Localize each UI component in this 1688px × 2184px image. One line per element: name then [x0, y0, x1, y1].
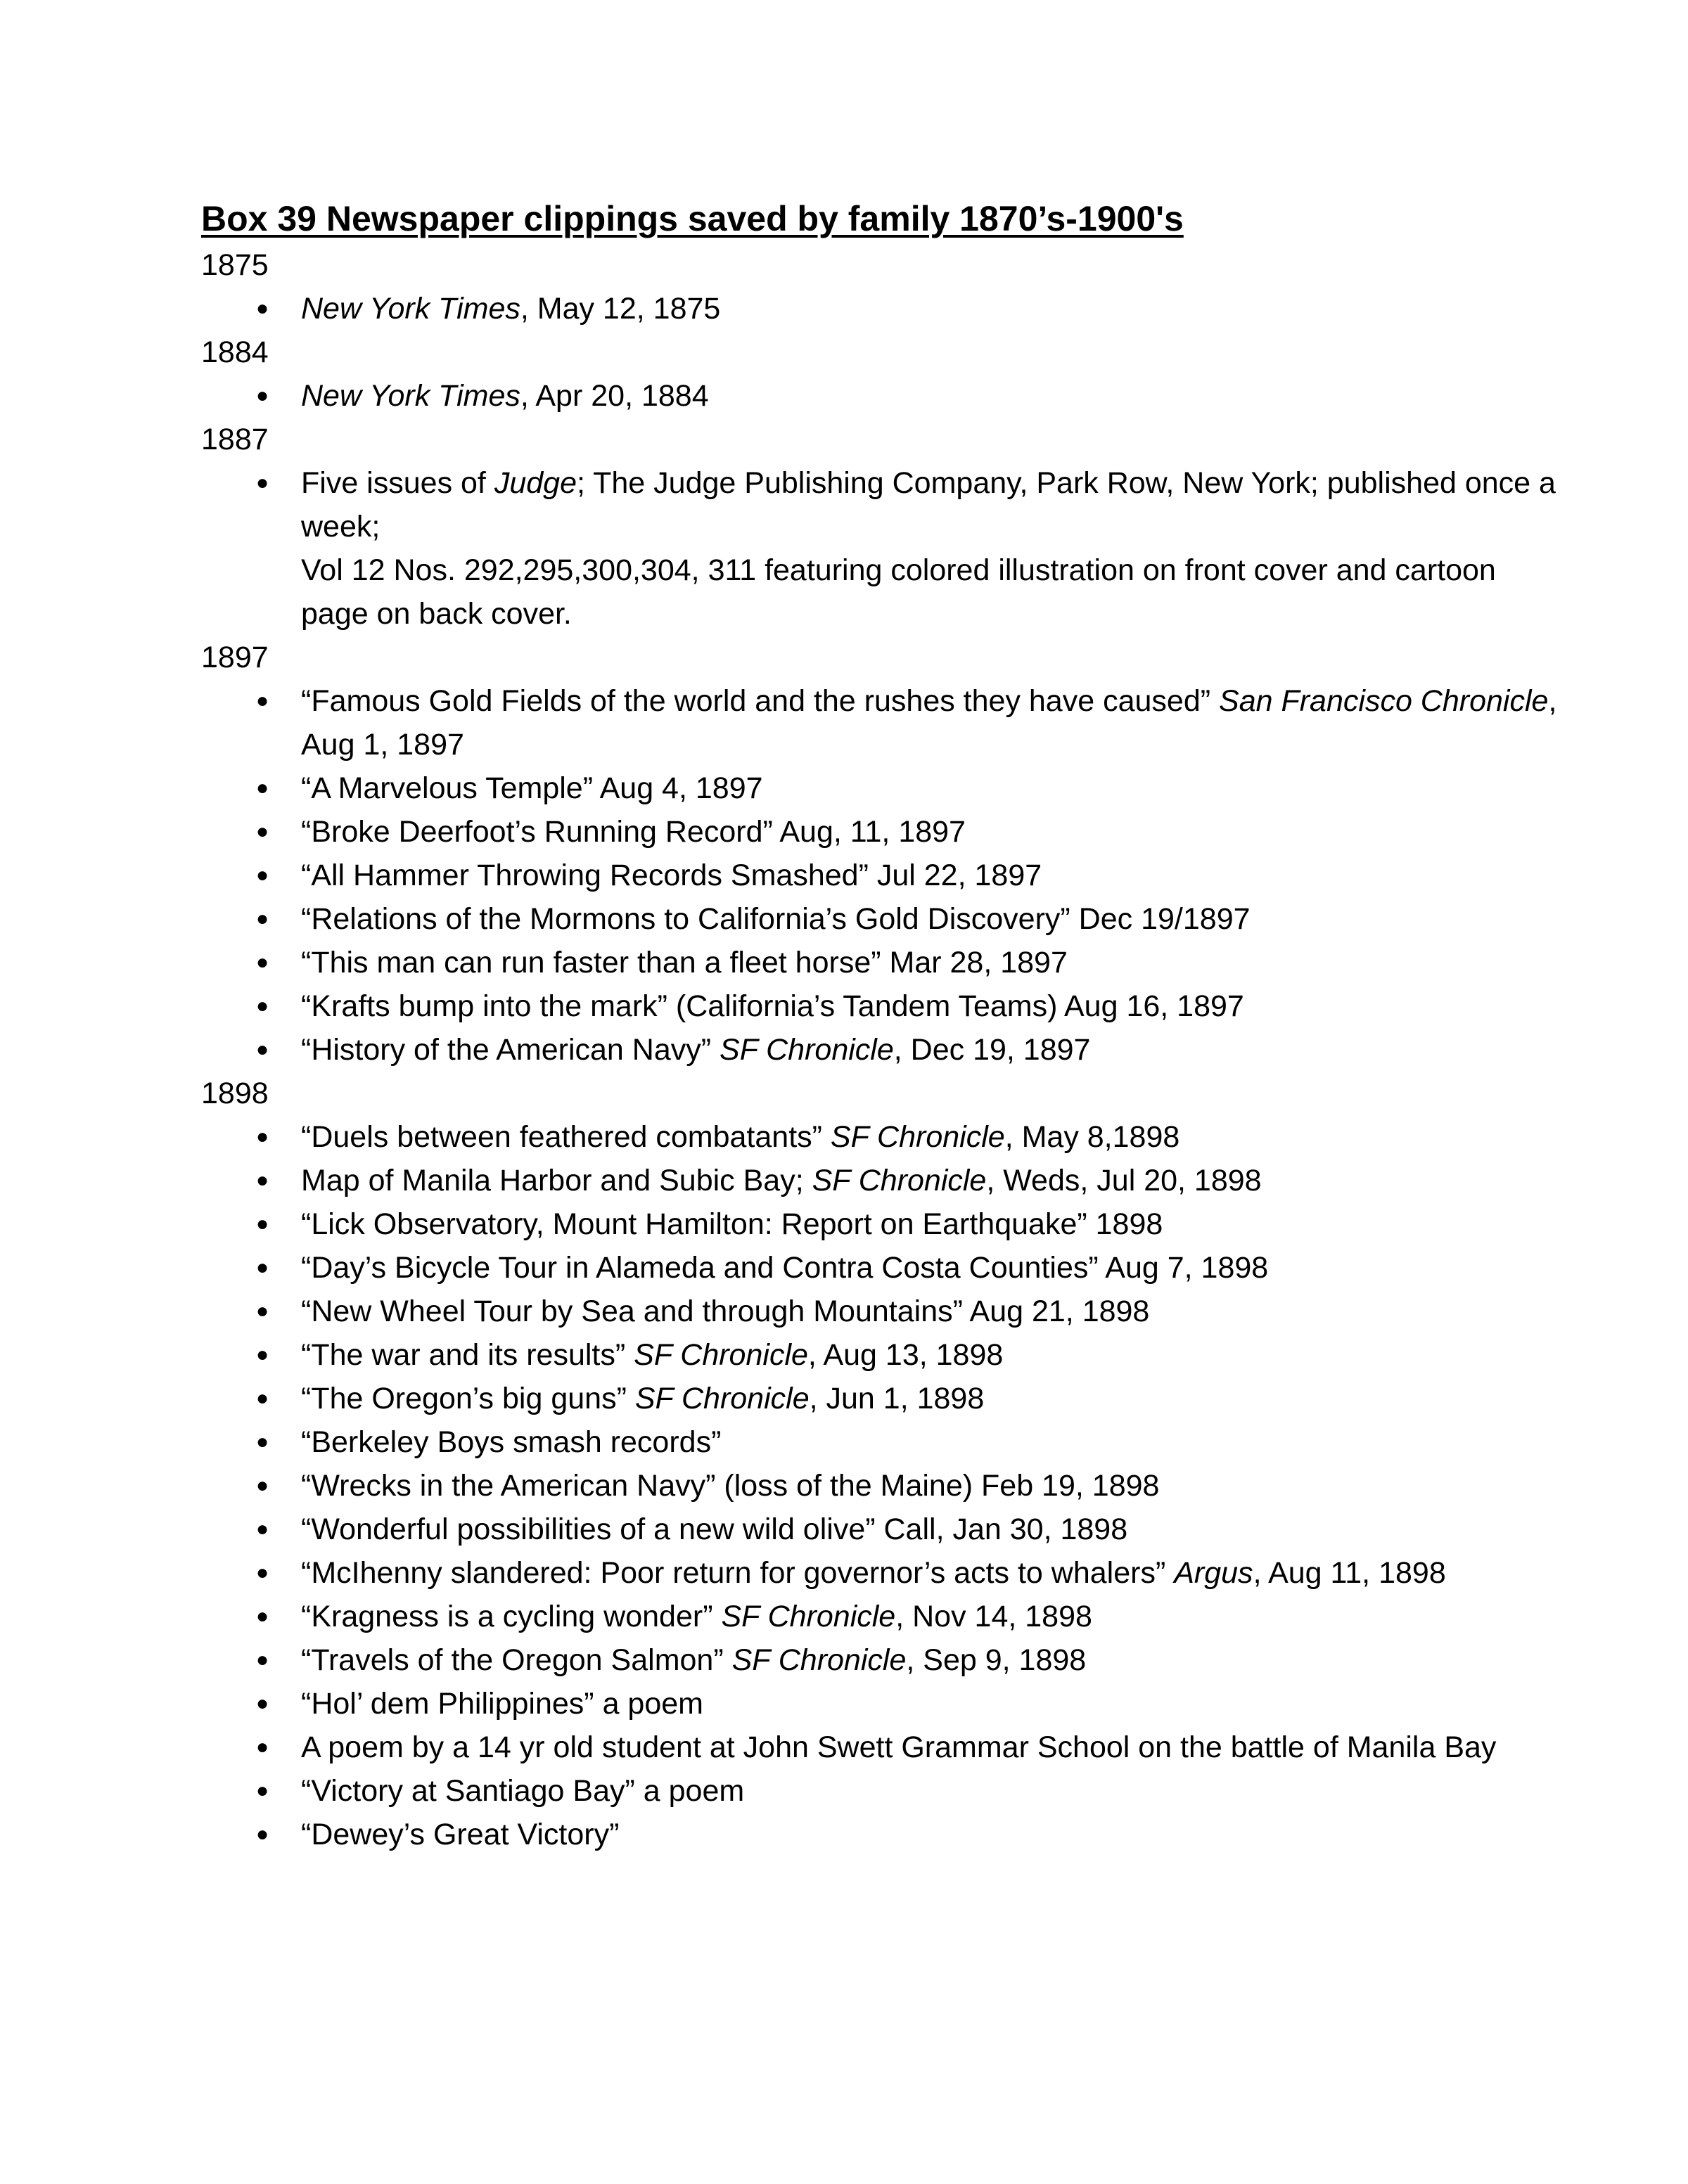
entry-text-run: “History of the American Navy” [301, 1033, 720, 1067]
entry-text-run: A poem by a 14 yr old student at John Swett Grammar School on the battle of Manila Bay [301, 1730, 1497, 1764]
bullet-icon: ● [256, 1169, 269, 1192]
entry-list [201, 374, 1537, 418]
list-item [201, 1115, 1560, 1159]
entry-text-run: “Krafts bump into the mark” (California’s Tandem Teams) Aug 16, 1897 [301, 989, 1244, 1023]
entry-text-run: “New Wheel Tour by Sea and through Mountains” Aug 21, 1898 [301, 1295, 1150, 1328]
entry-text [301, 1682, 1560, 1726]
entry-text [301, 1508, 1560, 1551]
entry-list [201, 679, 1557, 1072]
list-item [201, 287, 1560, 330]
list-item [201, 1595, 1560, 1638]
page-title: Box 39 Newspaper clippings saved by family 1870’s-1900's [201, 199, 1184, 238]
bullet-icon: ● [256, 1038, 269, 1061]
list-item [201, 854, 1560, 897]
publication-name: New York Times [301, 379, 520, 413]
entry-text [301, 1769, 1560, 1813]
entry-text-run: “Kragness is a cycling wonder” [301, 1600, 722, 1633]
bullet-icon: ● [256, 1430, 269, 1453]
entry-text-run: “Travels of the Oregon Salmon” [301, 1643, 732, 1677]
year-heading: 1898 [201, 1077, 269, 1110]
entry-text [301, 1377, 1560, 1420]
publication-name: San Francisco Chronicle [1219, 684, 1549, 718]
bullet-icon: ● [256, 776, 269, 799]
entry-text-run: “Wonderful possibilities of a new wild olive” Call, Jan 30, 1898 [301, 1512, 1128, 1546]
entry-text-run: , Weds, Jul 20, 1898 [986, 1164, 1262, 1197]
bullet-icon: ● [256, 297, 269, 320]
list-item [201, 810, 1560, 854]
list-item [201, 1464, 1560, 1508]
bullet-icon: ● [256, 1561, 269, 1584]
entry-text-run: , Nov 14, 1898 [895, 1600, 1092, 1633]
entry-text-run: “Victory at Santiago Bay” a poem [301, 1774, 745, 1808]
entry-list [201, 287, 1537, 330]
entry-text-run: Vol 12 Nos. 292,295,300,304, 311 featuring colored illustration on front cover and cartoon page on back cover. [301, 553, 1496, 631]
bullet-icon: ● [256, 1605, 269, 1628]
bullet-icon: ● [256, 863, 269, 887]
bullet-icon: ● [256, 689, 269, 712]
entry-text-run: “Broke Deerfoot’s Running Record” Aug, 11, 1897 [301, 815, 966, 849]
entry-text-run: ; The Judge Publishing Company, Park Row, New York; published once a week; [301, 466, 1556, 544]
entry-text [301, 1638, 1560, 1682]
entry-text [301, 1246, 1560, 1290]
bullet-icon: ● [256, 471, 269, 494]
entry-text-run: , Aug 11, 1898 [1253, 1556, 1446, 1590]
list-item [201, 374, 1560, 418]
entry-text-run: , Apr 20, 1884 [520, 379, 709, 413]
publication-name: SF Chronicle [812, 1164, 987, 1197]
entry-text [301, 1813, 1560, 1856]
list-item [201, 1377, 1560, 1420]
entry-text [301, 1333, 1560, 1377]
entry-text [301, 1290, 1560, 1333]
entry-text [301, 1159, 1560, 1202]
publication-name: SF Chronicle [731, 1643, 907, 1677]
list-item [201, 1726, 1560, 1769]
list-item [201, 1769, 1560, 1813]
entry-text-run: “Famous Gold Fields of the world and the rushes they have caused” [301, 684, 1220, 718]
bullet-icon: ● [256, 1474, 269, 1497]
entry-text [301, 1464, 1560, 1508]
bullet-icon: ● [256, 1387, 269, 1410]
entry-text-run: , May 8,1898 [1004, 1120, 1180, 1154]
list-item [201, 1202, 1560, 1246]
publication-name: SF Chronicle [634, 1338, 808, 1372]
list-item [201, 984, 1560, 1028]
bullet-icon: ● [256, 907, 269, 930]
year-section [201, 636, 1557, 1072]
list-item [201, 1159, 1560, 1202]
entry-text [301, 1028, 1560, 1072]
list-item [201, 941, 1560, 984]
bullet-icon: ● [256, 1299, 269, 1323]
publication-name: SF Chronicle [721, 1600, 896, 1633]
list-item [201, 766, 1560, 810]
entry-text [301, 766, 1560, 810]
bullet-icon: ● [256, 384, 269, 407]
publication-name: New York Times [301, 292, 520, 326]
entry-text-run: “The war and its results” [301, 1338, 634, 1372]
entry-text-run: Map of Manila Harbor and Subic Bay; [301, 1164, 812, 1197]
clippings-list [201, 243, 1557, 1856]
entry-text-run: “A Marvelous Temple” Aug 4, 1897 [301, 771, 763, 805]
entry-text-run: “Day’s Bicycle Tour in Alameda and Contra Costa Counties” Aug 7, 1898 [301, 1251, 1269, 1285]
entry-text [301, 1420, 1560, 1464]
year-heading: 1887 [201, 423, 269, 456]
year-section [201, 1072, 1537, 1856]
list-item [201, 1813, 1560, 1856]
list-item [201, 1420, 1560, 1464]
list-item [201, 461, 1560, 636]
entry-text-run: “McIhenny slandered: Poor return for governor’s acts to whalers” [301, 1556, 1175, 1590]
entry-text-run: “The Oregon’s big guns” [301, 1382, 635, 1415]
entry-text [301, 1551, 1560, 1595]
bullet-icon: ● [256, 820, 269, 843]
bullet-icon: ● [256, 1823, 269, 1846]
list-item [201, 1551, 1560, 1595]
entry-text-run: , Jun 1, 1898 [809, 1382, 985, 1415]
entry-text [301, 679, 1560, 766]
entry-text [301, 1595, 1560, 1638]
entry-text [301, 854, 1560, 897]
list-item [201, 1508, 1560, 1551]
year-section [201, 418, 1556, 636]
document-page [201, 194, 1557, 1856]
entry-text [301, 1115, 1560, 1159]
bullet-icon: ● [256, 1256, 269, 1279]
publication-name: Judge [494, 466, 577, 500]
list-item [201, 1333, 1560, 1377]
publication-name: SF Chronicle [720, 1033, 894, 1067]
bullet-icon: ● [256, 994, 269, 1017]
entry-text [301, 1726, 1560, 1769]
entry-text [301, 810, 1560, 854]
entry-text-run: “Dewey’s Great Victory” [301, 1818, 620, 1851]
entry-text-run: , May 12, 1875 [520, 292, 721, 326]
entry-text [301, 287, 1560, 330]
entry-text-run: “Duels between feathered combatants” [301, 1120, 831, 1154]
entry-text-run: , Aug 1, 1897 [301, 684, 1557, 762]
list-item [201, 1246, 1560, 1290]
year-heading: 1884 [201, 335, 269, 369]
list-item [201, 1290, 1560, 1333]
entry-text [301, 461, 1560, 548]
bullet-icon: ● [256, 1343, 269, 1366]
entry-text [301, 548, 1560, 636]
entry-text [301, 1202, 1560, 1246]
year-section [201, 243, 1537, 330]
bullet-icon: ● [256, 1648, 269, 1671]
entry-text-run: “Relations of the Mormons to California’s Gold Discovery” Dec 19/1897 [301, 902, 1251, 936]
entry-text-run: “Lick Observatory, Mount Hamilton: Report on Earthquake” 1898 [301, 1207, 1163, 1241]
publication-name: Argus [1174, 1556, 1253, 1590]
entry-list [201, 461, 1556, 636]
entry-text-run: , Aug 13, 1898 [807, 1338, 1004, 1372]
bullet-icon: ● [256, 951, 269, 974]
list-item [201, 897, 1560, 941]
entry-text [301, 897, 1560, 941]
year-heading: 1897 [201, 641, 269, 674]
bullet-icon: ● [256, 1735, 269, 1759]
bullet-icon: ● [256, 1692, 269, 1715]
list-item [201, 1682, 1560, 1726]
year-heading: 1875 [201, 248, 269, 282]
list-item [201, 679, 1560, 766]
entry-text-run: “Wrecks in the American Navy” (loss of the Maine) Feb 19, 1898 [301, 1469, 1160, 1503]
year-section [201, 330, 1537, 418]
entry-list [201, 1115, 1537, 1856]
list-item [201, 1638, 1560, 1682]
entry-text-run: Five issues of [301, 466, 494, 500]
bullet-icon: ● [256, 1779, 269, 1802]
entry-text-run: “This man can run faster than a fleet horse” Mar 28, 1897 [301, 946, 1068, 979]
entry-text-run: “Berkeley Boys smash records” [301, 1425, 722, 1459]
bullet-icon: ● [256, 1517, 269, 1541]
entry-text-run: , Sep 9, 1898 [906, 1643, 1087, 1677]
bullet-icon: ● [256, 1212, 269, 1235]
entry-text [301, 984, 1560, 1028]
entry-text [301, 374, 1560, 418]
bullet-icon: ● [256, 1125, 269, 1148]
publication-name: SF Chronicle [830, 1120, 1005, 1154]
entry-text-run: “All Hammer Throwing Records Smashed” Jul 22, 1897 [301, 859, 1042, 892]
entry-text-run: , Dec 19, 1897 [893, 1033, 1091, 1067]
entry-text [301, 941, 1560, 984]
publication-name: SF Chronicle [634, 1382, 810, 1415]
entry-text-run: “Hol’ dem Philippines” a poem [301, 1687, 703, 1721]
list-item [201, 1028, 1560, 1072]
